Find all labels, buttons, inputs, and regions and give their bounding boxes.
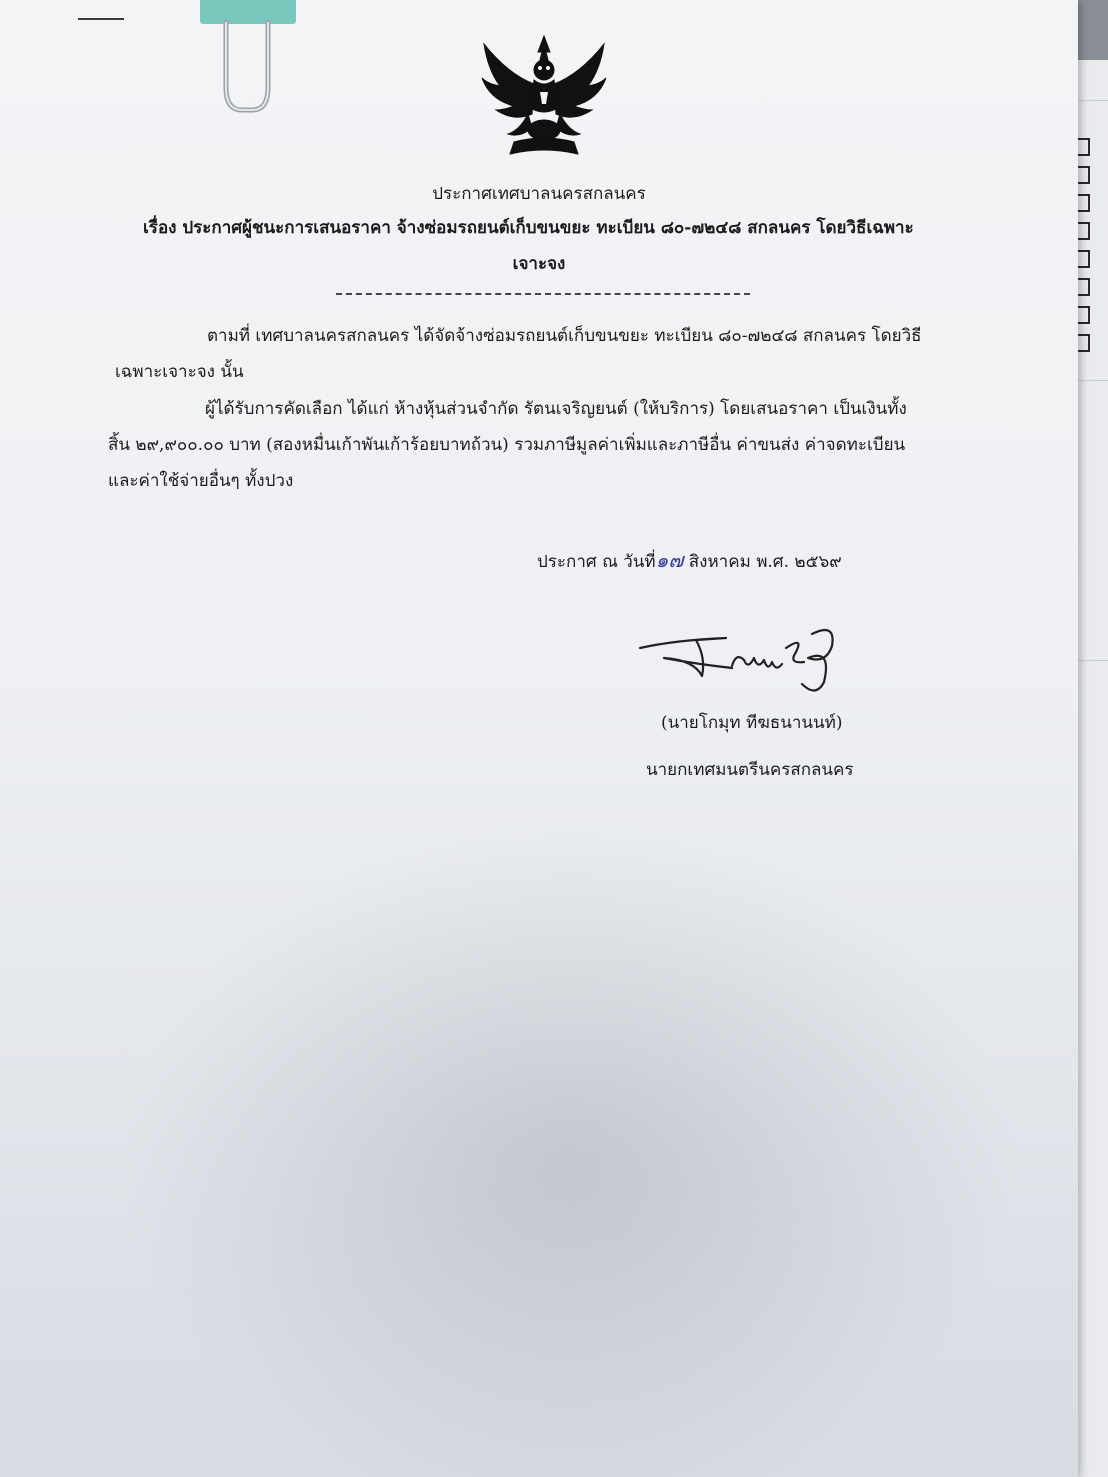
body-para2-line2: สิ้น ๒๙,๙๐๐.๐๐ บาท (สองหมื่นเก้าพันเก้าร้อยบาทถ้วน) รวมภาษีมูลค่าเพิ่มและภาษีอื่น ค่าขนส่ง ค่าจดทะเบียน [108,435,906,455]
date-day-handwritten: ๑๗ [655,548,684,572]
body-para1-line1: ตามที่ เทศบาลนครสกลนคร ได้จัดจ้างซ่อมรถยนต์เก็บขนขยะ ทะเบียน ๘๐-๗๒๔๘ สกลนคร โดยวิธี [207,326,922,346]
date-prefix: ประกาศ ณ วันที่ [537,552,656,572]
announcement-heading: ประกาศเทศบาลนครสกลนคร [432,184,646,204]
announcement-date [537,544,842,576]
garuda-emblem-icon [474,30,614,160]
signatory-position: นายกเทศมนตรีนครสกลนคร [646,760,854,780]
body-para2-line3: และค่าใช้จ่ายอื่นๆ ทั้งปวง [108,471,294,491]
binder-clip-wire-icon [212,18,282,118]
pen-mark [78,18,124,20]
announcement-subject-line1: เรื่อง ประกาศผู้ชนะการเสนอราคา จ้างซ่อมรถยนต์เก็บขนขยะ ทะเบียน ๘๐-๗๒๔๘ สกลนคร โดยวิธีเฉพาะ [143,218,914,238]
separator-line [336,293,750,295]
hand-shadow [120,820,1020,1477]
body-para1-line2: เฉพาะเจาะจง นั้น [115,362,244,382]
date-suffix: สิงหาคม พ.ศ. ๒๕๖๙ [688,552,842,572]
signatory-name: (นายโกมุท ทีฆธนานนท์) [661,713,843,733]
body-para2-line1: ผู้ได้รับการคัดเลือก ได้แก่ ห้างหุ้นส่วนจำกัด รัตนเจริญยนต์ (ให้บริการ) โดยเสนอราคา เป็นเงินทั้ง [205,399,907,419]
announcement-subject-line2: เจาะจง [512,254,566,274]
signature-mark [636,618,846,698]
